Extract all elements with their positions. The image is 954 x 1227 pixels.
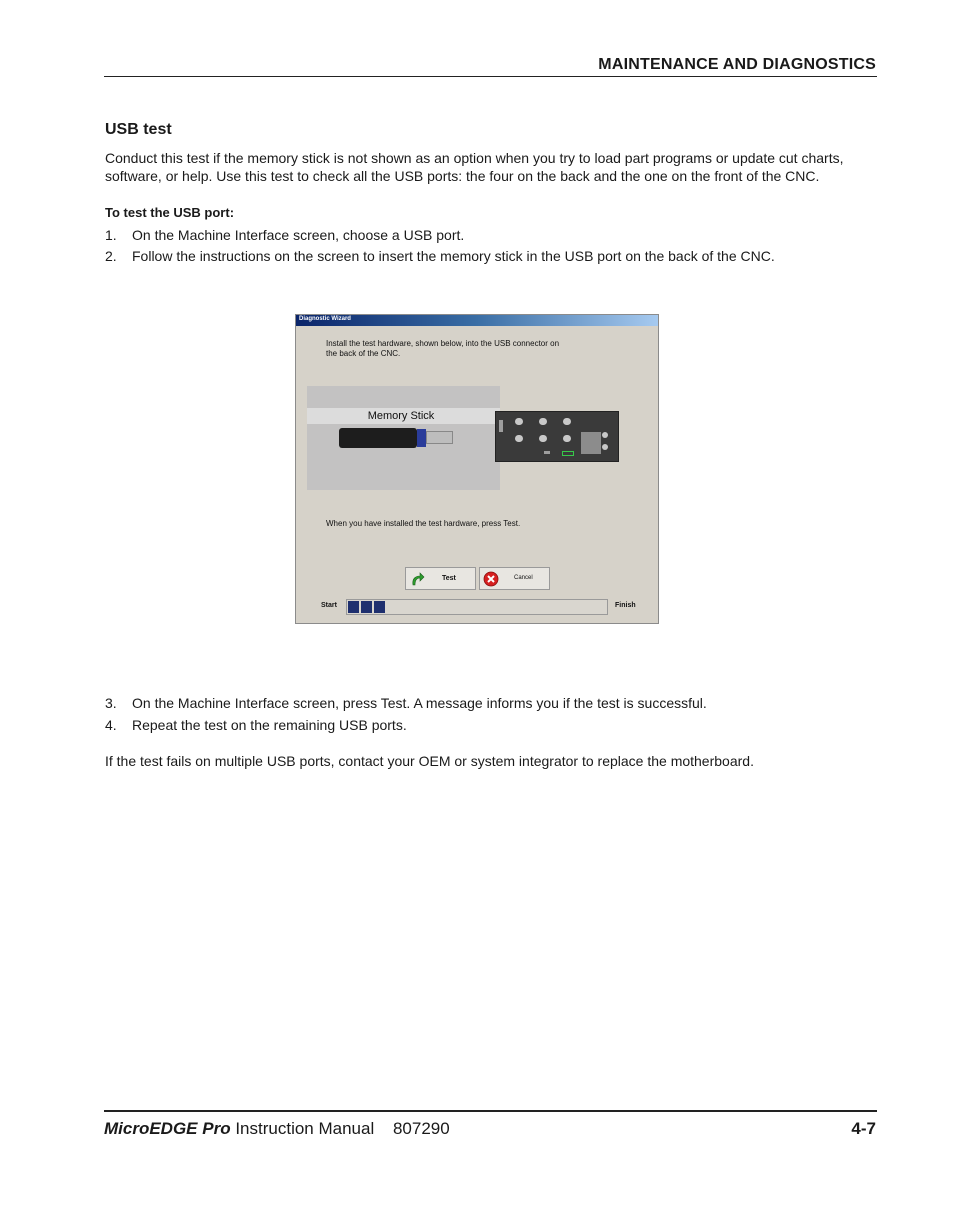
cancel-button[interactable]: [479, 567, 550, 590]
page-number: 4-7: [851, 1119, 876, 1138]
memory-stick-plug: [426, 431, 453, 444]
step-1: [105, 226, 464, 244]
step-text: On the Machine Interface screen, press Test. A message informs you if the test is successful.: [132, 695, 707, 711]
memory-stick-icon: [339, 428, 417, 448]
step-text: On the Machine Interface screen, choose a USB port.: [132, 227, 465, 243]
dialog-titlebar: [296, 315, 658, 326]
closing-paragraph: If the test fails on multiple USB ports, contact your OEM or system integrator to replace the motherboard.: [105, 753, 754, 769]
port-slot: [499, 420, 503, 432]
footer-brand: MicroEDGE Pro: [104, 1119, 231, 1138]
port-dot: [563, 418, 571, 425]
header-rule: [104, 76, 877, 77]
port-dot: [539, 435, 547, 442]
step-number: 3.: [105, 695, 117, 711]
memory-stick-cap: [417, 429, 426, 447]
intro-paragraph: Conduct this test if the memory stick is not shown as an option when you try to load part programs or update cut charts, software, or help. Use this test to check all the USB ports: the four on the back and the one on the front of the CNC.: [105, 150, 844, 184]
progress-bar: [346, 599, 608, 615]
procedure-title: To test the USB port:: [105, 205, 235, 220]
port-dot: [515, 418, 523, 425]
dialog-title: Diagnostic Wizard: [299, 316, 351, 322]
green-arrow-icon: [409, 571, 425, 587]
dialog-instruction-2: the back of the CNC.: [326, 349, 401, 358]
test-button[interactable]: [405, 567, 476, 590]
memory-stick-label: Memory Stick: [367, 410, 435, 422]
footer-manual: Instruction Manual: [235, 1119, 375, 1138]
section-title: USB test: [105, 121, 172, 138]
step-number: 2.: [105, 248, 117, 264]
step-4: [105, 716, 407, 734]
step-number: 4.: [105, 717, 117, 733]
progress-block: [361, 601, 372, 613]
running-header: MAINTENANCE AND DIAGNOSTICS: [598, 56, 876, 73]
step-text: Follow the instructions on the screen to insert the memory stick in the USB port on the back of the CNC.: [132, 248, 775, 264]
cnc-back-panel-icon: [495, 411, 619, 462]
footer-rule: [104, 1110, 877, 1112]
diagnostic-wizard-dialog: [295, 314, 659, 624]
progress-block: [374, 601, 385, 613]
port-dot: [602, 432, 608, 438]
cancel-button-label: Cancel: [514, 575, 533, 581]
step-number: 1.: [105, 227, 117, 243]
step-3: [105, 694, 707, 712]
footer-part-number: 807290: [392, 1119, 450, 1138]
progress-finish-label: Finish: [615, 602, 636, 609]
port-dot: [563, 435, 571, 442]
port-dot: [602, 444, 608, 450]
step-text: Repeat the test on the remaining USB ports.: [132, 717, 407, 733]
test-button-label: Test: [442, 575, 456, 582]
step-2: [105, 247, 775, 265]
port-dot: [515, 435, 523, 442]
dialog-prompt: When you have installed the test hardware, press Test.: [326, 519, 521, 528]
red-x-icon: [483, 571, 499, 587]
connector-block: [581, 432, 601, 454]
port-slot: [544, 451, 550, 454]
port-dot: [539, 418, 547, 425]
usb-port-highlight: [562, 451, 574, 456]
footer-left: [104, 1119, 450, 1139]
progress-block: [348, 601, 359, 613]
progress-start-label: Start: [321, 602, 337, 609]
dialog-instruction-1: Install the test hardware, shown below, into the USB connector on: [326, 339, 560, 348]
